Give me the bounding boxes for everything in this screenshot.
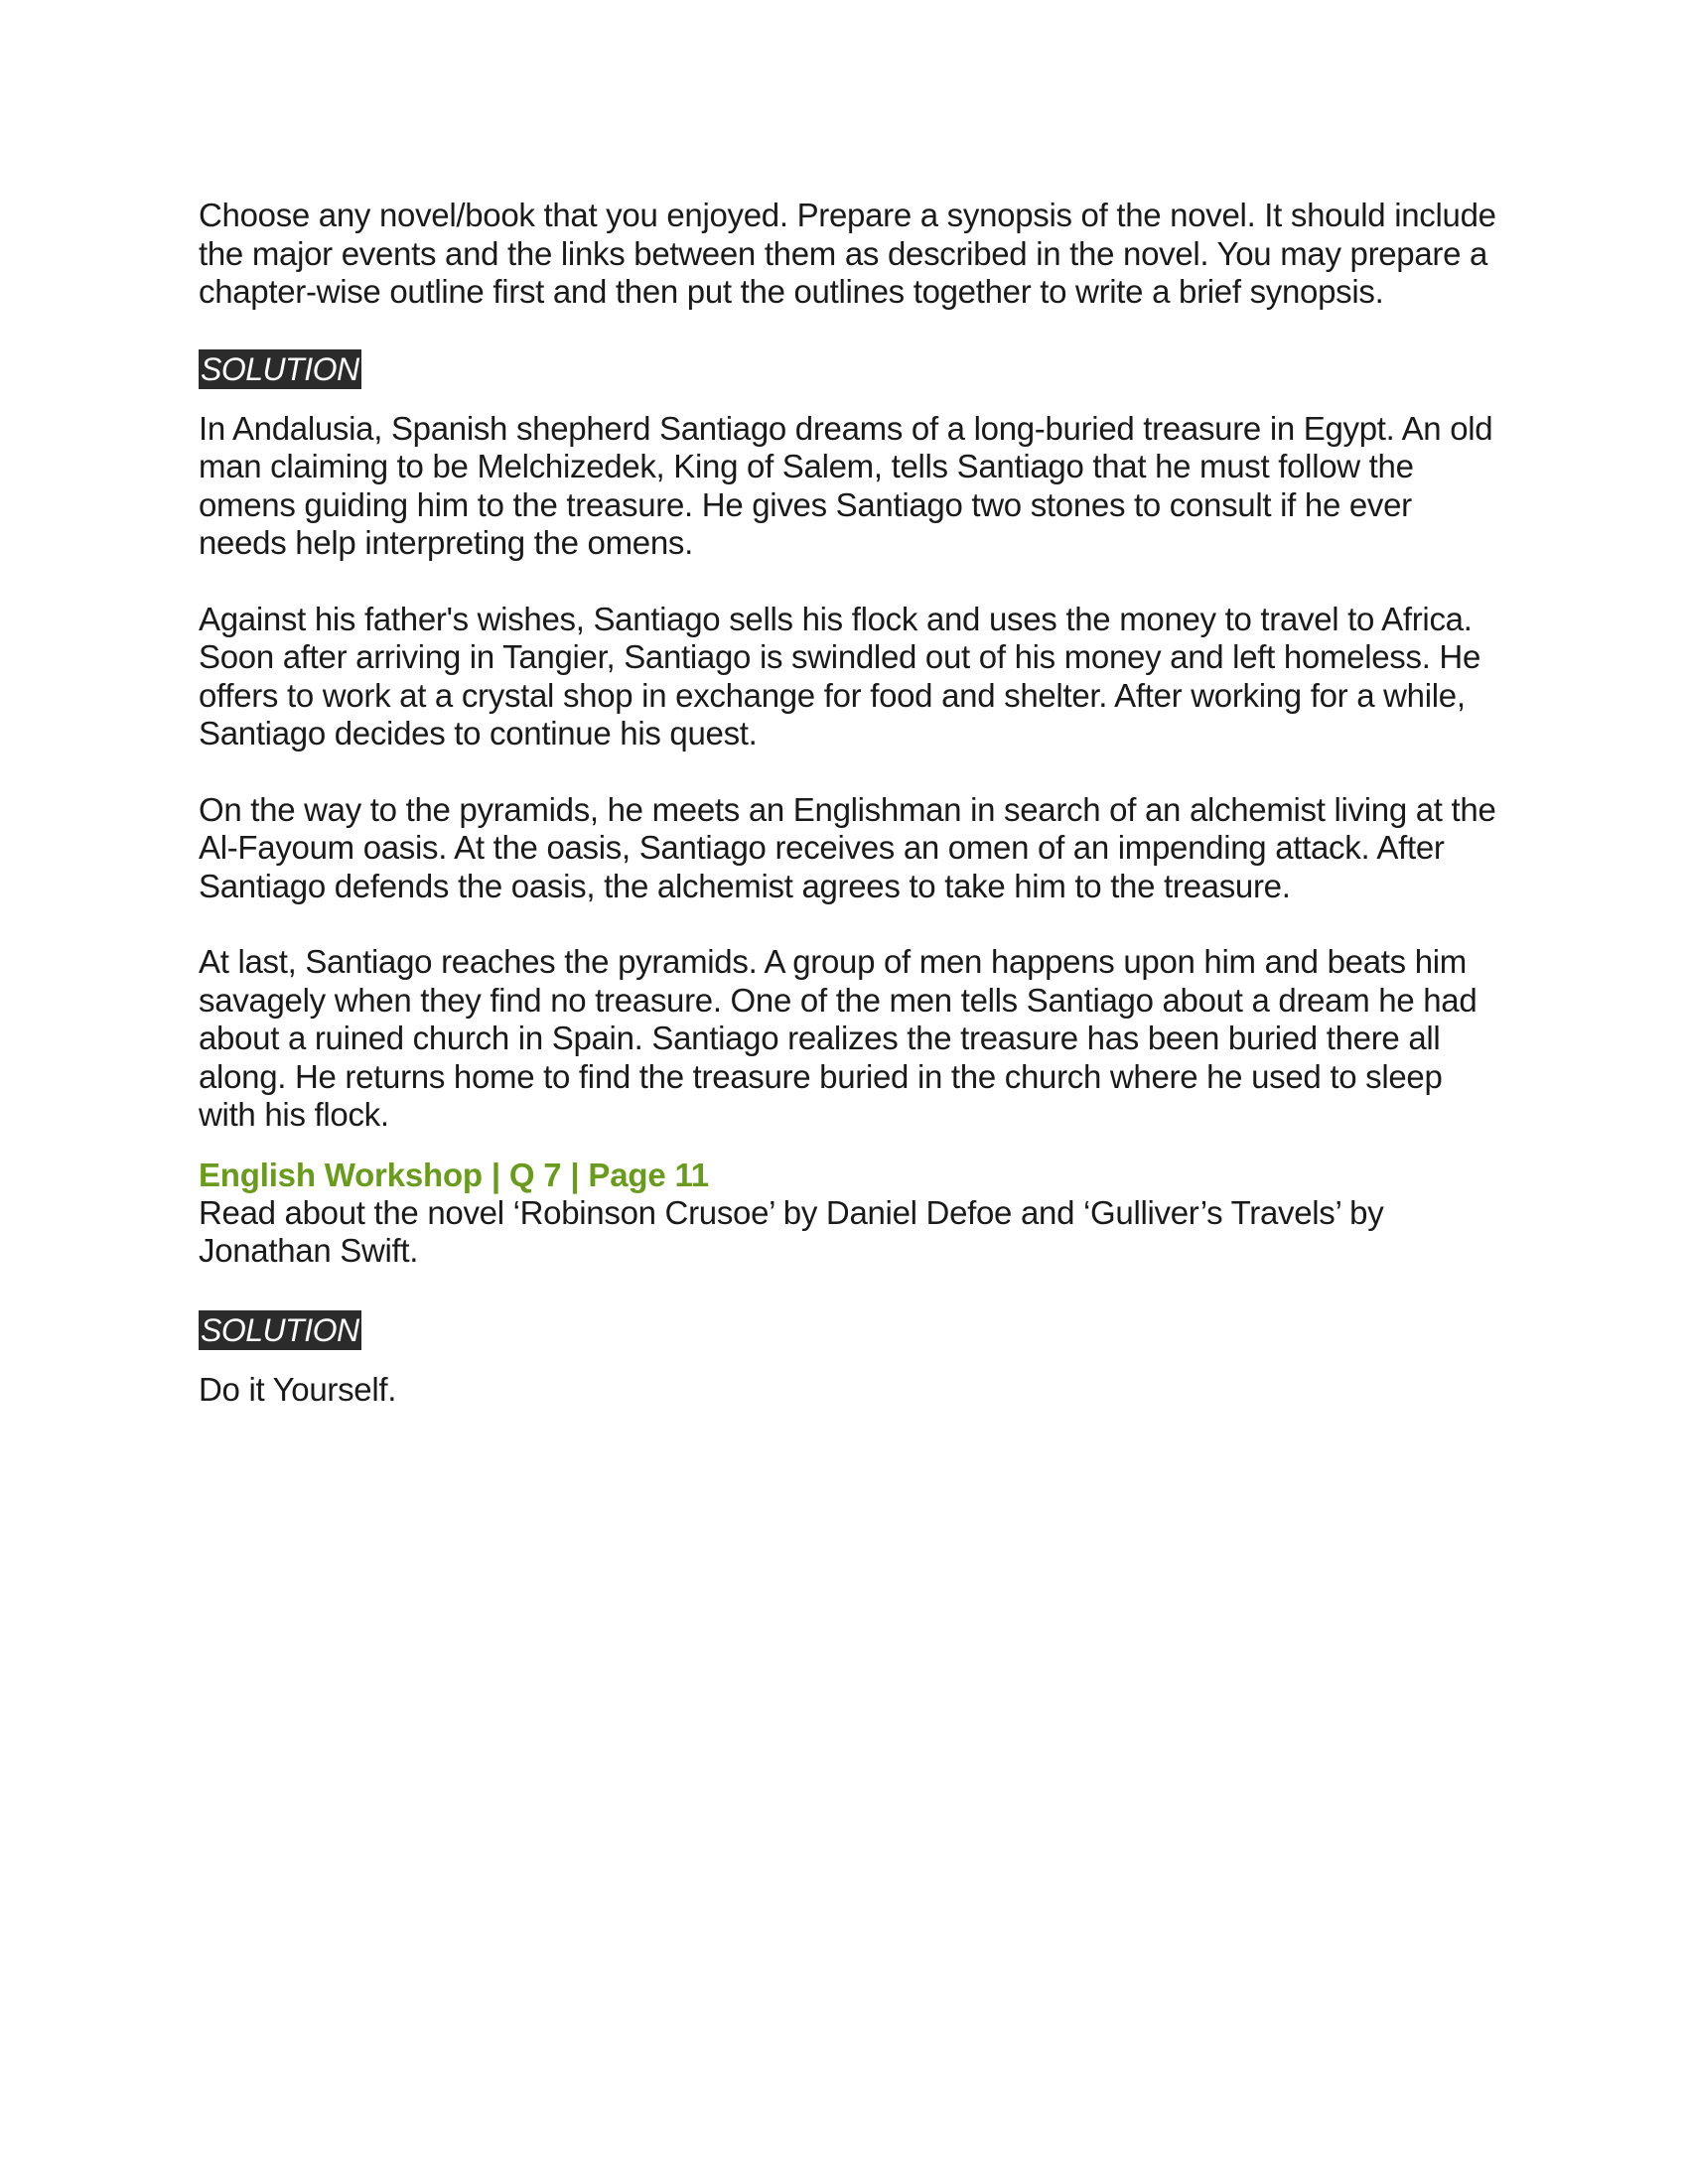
solution-paragraph: In Andalusia, Spanish shepherd Santiago dreams of a long-buried treasure in Egypt. An old man claiming to be Melchizedek, King of Salem, tells Santiago that he must follow the omens guiding him to the treasure. He gives Santiago two stones to consult if he ever needs help interpreting the omens. [199,409,1493,561]
question-text: Read about the novel ‘Robinson Crusoe’ by Daniel Defoe and ‘Gulliver’s Travels’ by Jonathan Swift. [199,1193,1384,1269]
solution-badge-wrapper [199,1310,1499,1350]
solution-paragraph: On the way to the pyramids, he meets an Englishman in search of an alchemist living at the Al-Fayoum oasis. At the oasis, Santiago receives an omen of an impending attack. After Santiago defends the oasis, the alchemist agrees to take him to the treasure. [199,790,1496,904]
question-text: Choose any novel/book that you enjoyed. Prepare a synopsis of the novel. It should include the major events and the links between them as described in the novel. You may prepare a chapter-wise outline first and then put the outlines together to write a brief synopsis. [199,197,1496,310]
solution-paragraph: At last, Santiago reaches the pyramids. A group of men happens upon him and beats him savagely when they find no treasure. One of the men tells Santiago about a dream he had about a ruined church in Spain. Santiago realizes the treasure has been buried there all along. He returns home to find the treasure buried in the church where he used to sleep with his flock. [199,943,1477,1133]
question-heading: English Workshop | Q 7 | Page 11 [199,1156,709,1193]
solution-badge-wrapper [199,349,1499,389]
solution-badge: SOLUTION [201,1311,359,1348]
solution-badge: SOLUTION [201,350,359,387]
solution-text: Do it Yourself. [199,1370,397,1408]
solution-paragraph: Against his father's wishes, Santiago sells his flock and uses the money to travel to Africa. Soon after arriving in Tangier, Santiago is swindled out of his money and left homeless. He offers to work at a crystal shop in exchange for food and shelter. After working for a while, Santiago decides to continue his quest. [199,600,1481,751]
document-page [199,197,1499,1409]
